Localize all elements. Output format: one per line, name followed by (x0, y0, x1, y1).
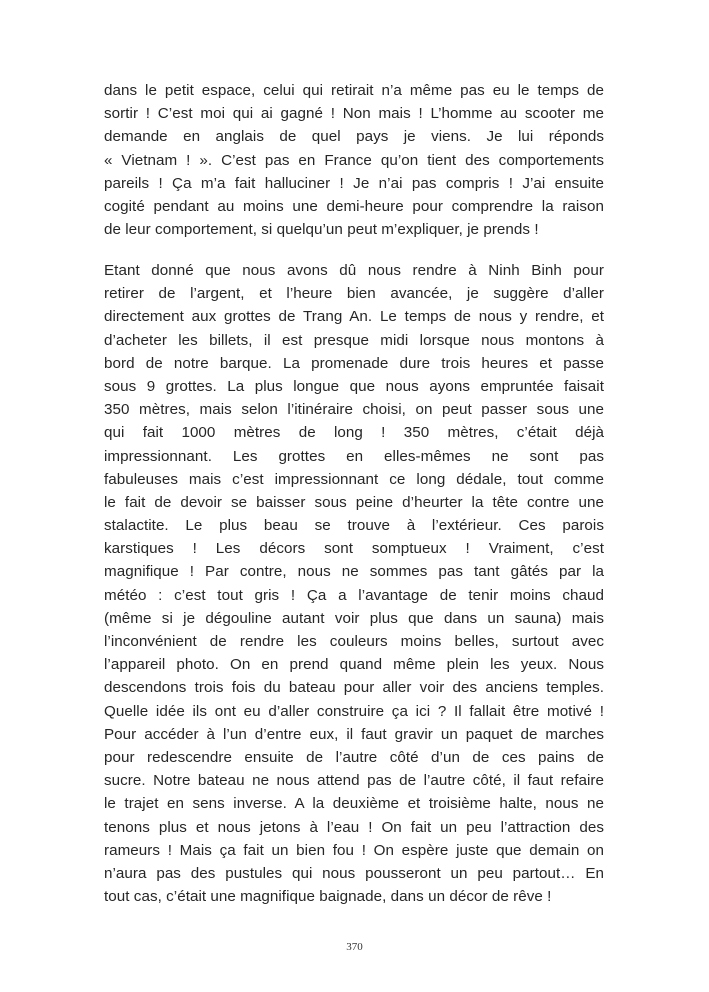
text-line: Quelle idée ils ont eu d’aller construire ça ici ? Il fallait être motivé ! (104, 702, 604, 720)
text-line: rameurs ! Mais ça fait un bien fou ! On espère juste que demain on (104, 841, 604, 859)
text-line: qui fait 1000 mètres de long ! 350 mètres, c’était déjà (104, 424, 604, 442)
paragraph-1 (104, 79, 604, 241)
text-line: fabuleuses mais c’est impressionnant ce long dédale, tout comme (104, 470, 604, 488)
text-line: Etant donné que nous avons dû nous rendre à Ninh Binh pour (104, 262, 604, 279)
text-line: pour redescendre ensuite de l’autre côté d’un de ces pains de (104, 748, 604, 766)
text-line: demande en anglais de quel pays je viens. Je lui réponds (104, 128, 604, 146)
text-line: météo : c’est tout gris ! Ça a l’avantage de tenir moins chaud (104, 586, 604, 604)
text-line: 350 mètres, mais selon l’itinéraire choisi, on peut passer sous une (104, 401, 604, 419)
text-line: retirer de l’argent, et l’heure bien avancée, je suggère d’aller (104, 285, 604, 303)
paragraph-2 (104, 259, 604, 908)
page-number: 370 (346, 941, 363, 953)
text-line: l’inconvénient de rendre les couleurs moins belles, surtout avec (104, 633, 604, 650)
text-line: d’acheter les billets, il est presque midi lorsque nous montons à (104, 331, 604, 349)
text-line: le fait de devoir se baisser sous peine d’heurter la tête contre une (104, 493, 604, 511)
text-line: « Vietnam ! ». C’est pas en France qu’on tient des comportements (104, 151, 604, 169)
text-line: (même si je dégouline autant voir plus que dans un sauna) mais (104, 609, 604, 627)
text-line: pareils ! Ça m’a fait halluciner ! Je n’ai pas compris ! J’ai ensuite (104, 174, 604, 192)
text-line: impressionnant. Les grottes en elles-mêmes ne sont pas (104, 447, 604, 465)
text-line: de leur comportement, si quelqu’un peut m’expliquer, je prends ! (104, 221, 539, 239)
text-line: cogité pendant au moins une demi-heure pour comprendre la raison (104, 197, 604, 215)
text-line: tenons plus et nous jetons à l’eau ! On fait un peu l’attraction des (104, 818, 604, 836)
text-line: l’appareil photo. On en prend quand même plein les yeux. Nous (104, 656, 604, 674)
text-line: bord de notre barque. La promenade dure trois heures et passe (104, 354, 604, 372)
text-line: n’aura pas des pustules qui nous pousseront un peu partout… En (104, 864, 604, 882)
text-line: Pour accéder à l’un d’entre eux, il faut gravir un paquet de marches (104, 725, 604, 743)
text-line: le trajet en sens inverse. A la deuxième et troisième halte, nous ne (104, 795, 604, 813)
text-line: sortir ! C’est moi qui ai gagné ! Non mais ! L’homme au scooter me (104, 105, 604, 123)
text-line: karstiques ! Les décors sont somptueux ! Vraiment, c’est (104, 540, 604, 558)
text-line: sous 9 grottes. La plus longue que nous ayons empruntée faisait (104, 377, 604, 395)
text-line: descendons trois fois du bateau pour aller voir des anciens temples. (104, 679, 604, 697)
text-line: stalactite. Le plus beau se trouve à l’extérieur. Ces parois (104, 517, 604, 535)
text-line: magnifique ! Par contre, nous ne sommes pas tant gâtés par la (104, 563, 604, 581)
text-line: dans le petit espace, celui qui retirait n’a même pas eu le temps de (104, 82, 604, 99)
text-line: sucre. Notre bateau ne nous attend pas de l’autre côté, il faut refaire (104, 772, 604, 790)
text-line: directement aux grottes de Trang An. Le temps de nous y rendre, et (104, 308, 604, 326)
text-line: tout cas, c’était une magnifique baignade, dans un décor de rêve ! (104, 888, 552, 906)
